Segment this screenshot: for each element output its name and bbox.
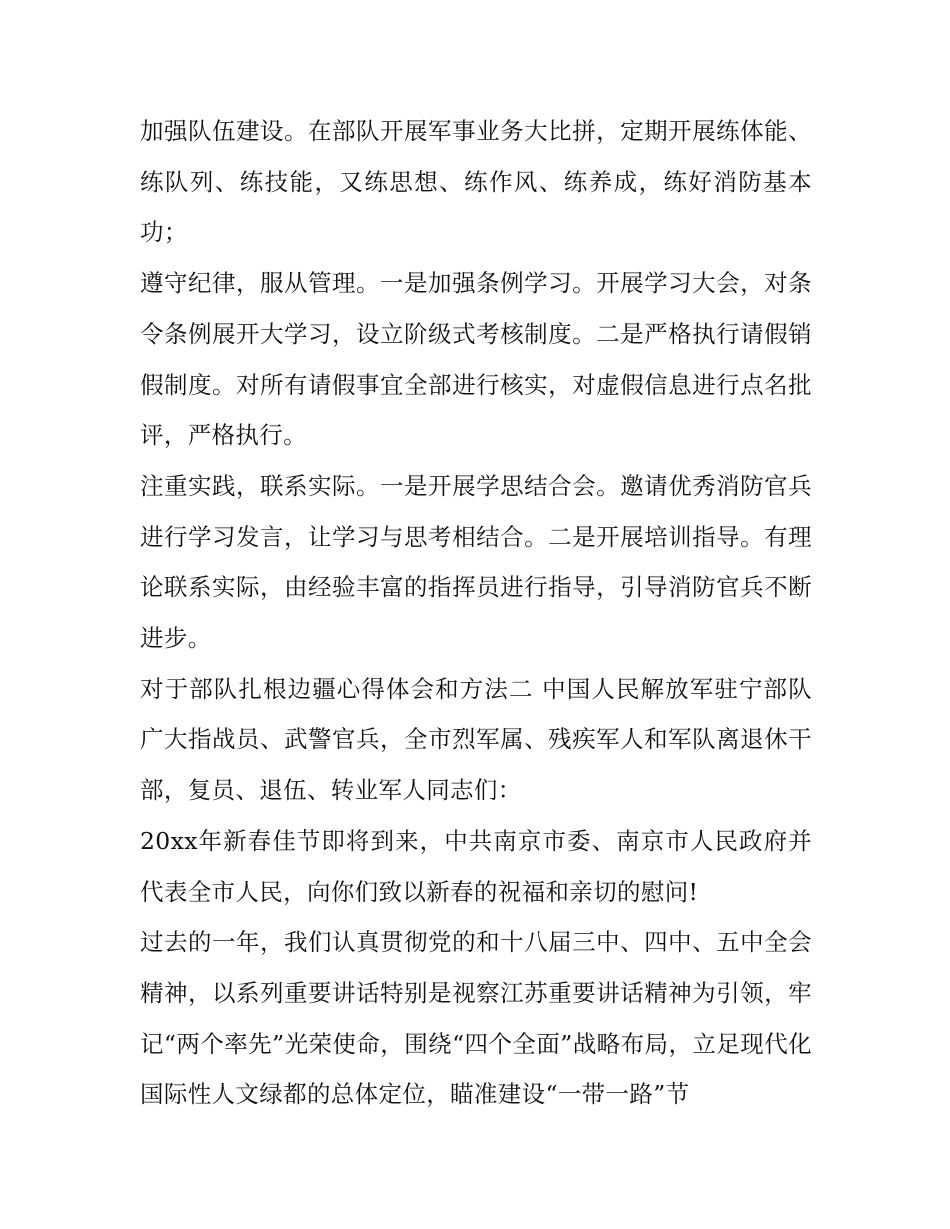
paragraph-practice: 注重实践，联系实际。一是开展学思结合会。邀请优秀消防官兵进行学习发言，让学习与思考相结合。二是开展培训指导。有理论联系实际，由经验丰富的指挥员进行指导，引导消防官兵不断进步。 bbox=[140, 471, 812, 653]
document-body bbox=[140, 106, 812, 1120]
paragraph-past-year: 过去的一年，我们认真贯彻党的和十八届三中、四中、五中全会精神，以系列重要讲话特别是视察江苏重要讲话精神为引领，牢记“两个率先”光荣使命，围绕“四个全面”战略布局，立足现代化国际性人文绿都的总体定位，瞄准建设“一带一路”节 bbox=[140, 928, 812, 1109]
paragraph-greeting-heading: 对于部队扎根边疆心得体会和方法二 中国人民解放军驻宁部队广大指战员、武警官兵，全市烈军属、残疾军人和军队离退休干部，复员、退伍、转业军人同志们： bbox=[140, 674, 812, 805]
paragraph-new-year-wishes: 20xx年新春佳节即将到来，中共南京市委、南京市人民政府并代表全市人民，向你们致以新春的祝福和亲切的慰问! bbox=[140, 826, 812, 906]
paragraph-team-building: 加强队伍建设。在部队开展军事业务大比拼，定期开展练体能、练队列、练技能，又练思想、练作风、练养成，练好消防基本功； bbox=[140, 117, 812, 247]
paragraph-discipline: 遵守纪律，服从管理。一是加强条例学习。开展学习大会，对条令条例展开大学习，设立阶级式考核制度。二是严格执行请假销假制度。对所有请假事宜全部进行核实，对虚假信息进行点名批评，严格执行。 bbox=[140, 269, 812, 450]
